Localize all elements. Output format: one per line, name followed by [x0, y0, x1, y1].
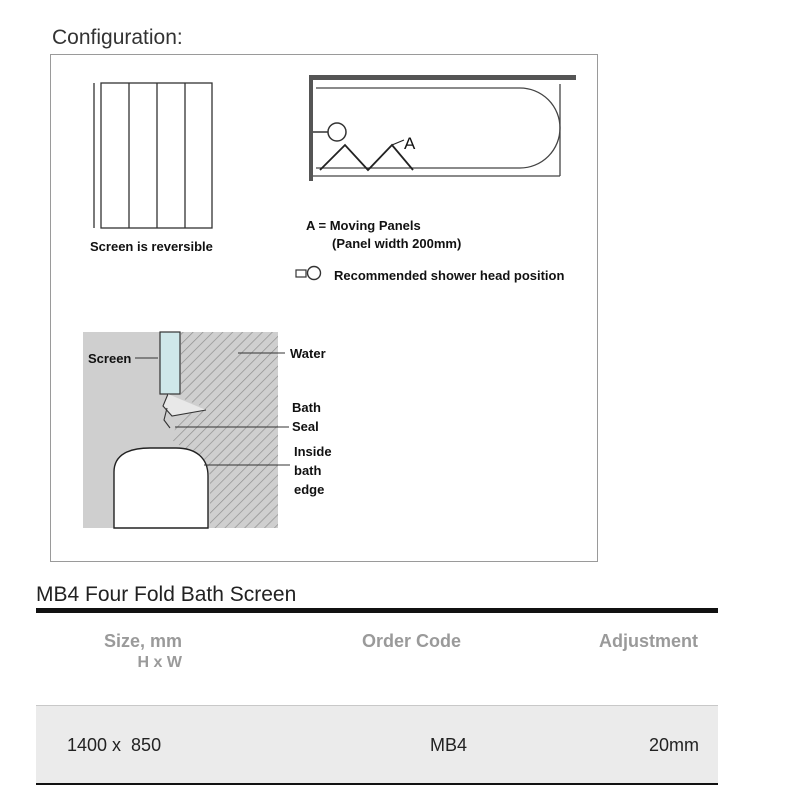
- table-top-rule: [36, 608, 718, 613]
- bath-seal-label-line1: Bath: [292, 400, 321, 415]
- column-header-size-line1: Size, mm: [103, 631, 182, 651]
- product-title: MB4 Four Fold Bath Screen: [36, 583, 297, 606]
- bath-outline: [316, 88, 560, 168]
- moving-panel-marker: A: [404, 134, 416, 153]
- wall-bar: [309, 75, 576, 80]
- table-bottom-rule: [36, 783, 718, 785]
- column-header-size: [92, 630, 182, 674]
- folded-moving-panels: [320, 145, 413, 170]
- column-header-size-line2: H x W: [137, 654, 182, 671]
- bath-plan-drawing: [309, 75, 576, 181]
- screen-glass-section: [160, 332, 180, 394]
- cell-adjustment: 20mm: [649, 735, 700, 755]
- reversible-screen-drawing: [94, 83, 212, 228]
- cell-order-code: MB4: [430, 735, 468, 755]
- screen-label: Screen: [88, 351, 132, 366]
- shower-head-label: Recommended shower head position: [334, 268, 565, 283]
- config-title: Configuration:: [52, 26, 183, 49]
- bath-seal-label-line2: Seal: [292, 419, 319, 434]
- cell-size: 1400 x 850: [67, 735, 162, 755]
- inside-edge-label-line1: Inside: [294, 444, 332, 459]
- legend-moving-panels: A = Moving Panels: [306, 218, 421, 233]
- reversible-label: Screen is reversible: [90, 239, 213, 254]
- column-header-order-code: Order Code: [362, 631, 462, 651]
- column-header-adjustment: Adjustment: [599, 631, 698, 651]
- bath-end-wall: [309, 75, 313, 181]
- bath-edge-section: [114, 448, 208, 528]
- legend-panel-width: (Panel width 200mm): [332, 236, 462, 251]
- panel-pointer-line: [392, 140, 404, 145]
- shower-head-legend-icon: [296, 267, 321, 280]
- shower-head-icon: [328, 123, 346, 141]
- inside-edge-label-line3: edge: [294, 482, 325, 497]
- water-label: Water: [290, 346, 326, 361]
- inside-edge-label-line2: bath: [294, 463, 322, 478]
